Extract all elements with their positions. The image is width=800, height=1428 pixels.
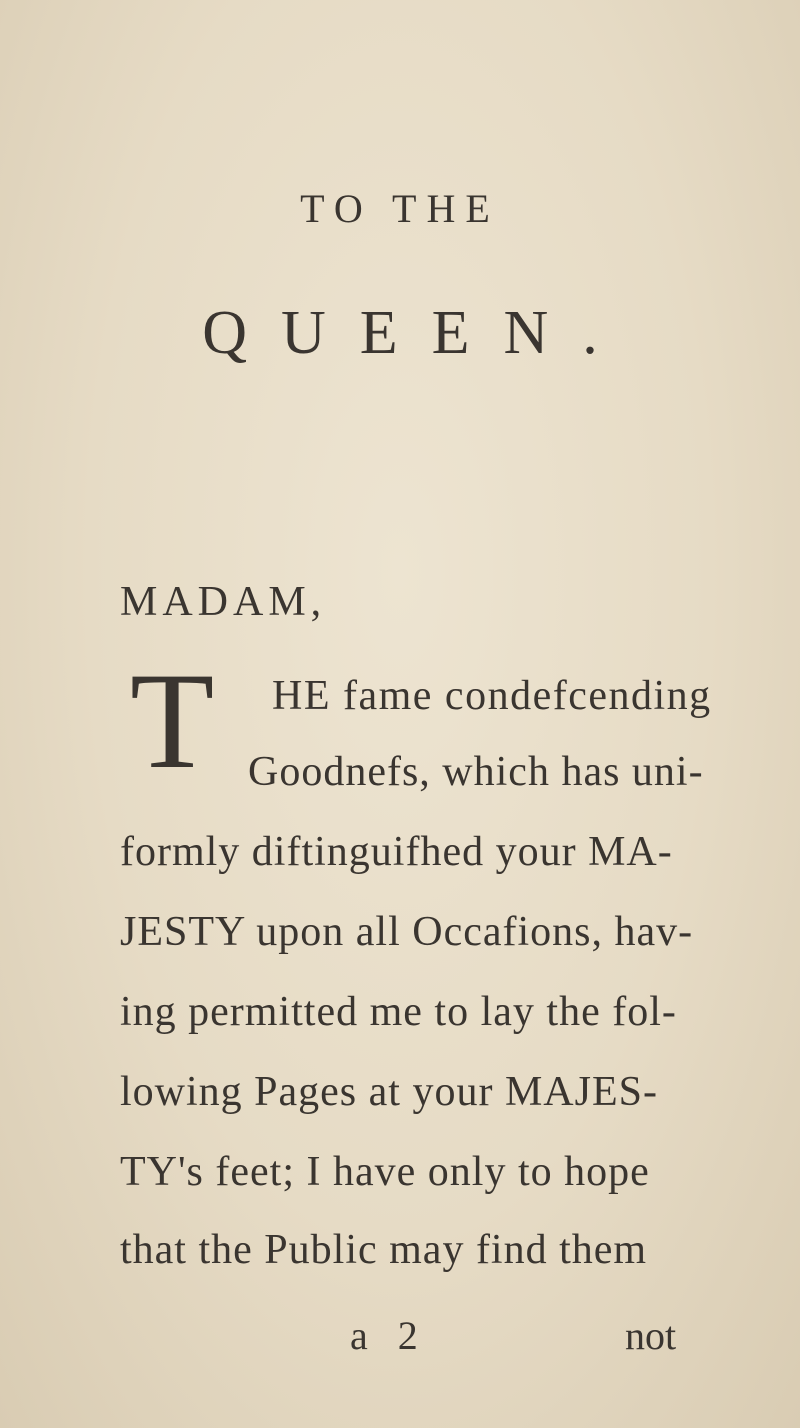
body-line: Goodnefs, which has uni- (248, 749, 704, 795)
catchword: not (625, 1313, 677, 1358)
body-line: that the Public may find them (120, 1227, 648, 1273)
body-line: ing permitted me to lay the fol- (120, 989, 677, 1035)
heading-queen: QUEEN. (202, 299, 632, 367)
body-line: HE fame condefcending (272, 673, 712, 719)
body-line: TY's feet; I have only to hope (120, 1149, 650, 1195)
body-line: JESTY upon all Occafions, hav- (120, 909, 694, 955)
signature-mark: a 2 (350, 1313, 428, 1358)
salutation: MADAM, (120, 579, 327, 625)
body-line: formly diftinguifhed your MA- (120, 829, 673, 875)
body-line: lowing Pages at your MAJES- (120, 1069, 658, 1115)
drop-cap: T (130, 644, 215, 797)
heading-to-the: TO THE (300, 186, 500, 231)
